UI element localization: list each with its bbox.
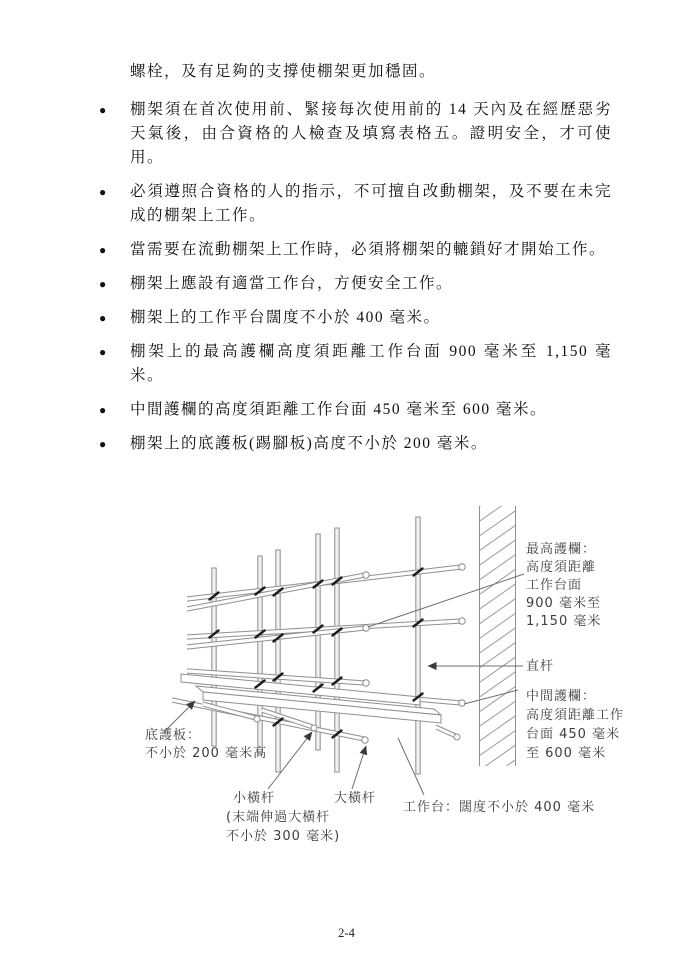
bullet-text: 當需要在流動棚架上工作時，必須將棚架的轆鎖好才開始工作。 bbox=[130, 241, 607, 258]
platform-label: 工作台：闊度不小於 400 毫米 bbox=[403, 800, 596, 815]
bullet-icon: ● bbox=[99, 185, 107, 199]
bullet-text: 棚架上應設有適當工作台，方便安全工作。 bbox=[130, 275, 454, 292]
putlog-leader bbox=[268, 732, 312, 789]
rail-end-cap bbox=[459, 618, 465, 624]
intro-paragraph: 螺栓，及有足夠的支撐使棚架更加穩固。 bbox=[130, 63, 437, 80]
bullet-icon: ● bbox=[99, 103, 107, 117]
bullet-item bbox=[99, 398, 612, 422]
bullet-icon: ● bbox=[99, 403, 107, 417]
bullet-text: 棚架上的工作平台闊度不小於 400 毫米。 bbox=[130, 309, 441, 326]
mid-guardrail-label: 中間護欄： bbox=[526, 689, 597, 704]
mid-guardrail-label: 至 600 毫米 bbox=[526, 746, 607, 761]
bullet-item bbox=[99, 306, 612, 330]
page-number: 2-4 bbox=[338, 926, 355, 940]
rail-end-cap bbox=[254, 716, 260, 722]
putlog-label: 小橫杆 bbox=[233, 791, 276, 806]
top-guardrail-label: 高度須距離 bbox=[526, 560, 597, 575]
putlog-label: (末端伸過大橫杆 bbox=[226, 810, 331, 825]
rail-end-cap bbox=[363, 625, 369, 631]
rail-end-cap bbox=[454, 734, 460, 740]
standard-label: 直杆 bbox=[526, 659, 555, 674]
scaffold-figure bbox=[0, 500, 693, 880]
ledger-label: 大橫杆 bbox=[334, 791, 377, 806]
putlog-label: 不小於 300 毫米) bbox=[226, 829, 341, 844]
mid-rail-back bbox=[187, 618, 465, 639]
bullet-list bbox=[99, 98, 612, 456]
vertical-poles bbox=[212, 517, 420, 774]
vertical-pole bbox=[276, 550, 280, 772]
rail-end-cap bbox=[459, 700, 465, 706]
bullet-item bbox=[99, 340, 612, 388]
bullet-text: 棚架須在首次使用前、緊接每次使用前的 14 天內及在經歷惡劣天氣後，由合資格的人檢查及填寫表格五。證明安全，才可使用。 bbox=[130, 101, 612, 166]
rail-end-cap bbox=[363, 680, 369, 686]
document-body bbox=[99, 60, 612, 466]
vertical-pole bbox=[316, 534, 320, 750]
vertical-pole bbox=[416, 517, 420, 774]
top-guardrail-label: 1,150 毫米 bbox=[526, 614, 602, 629]
putlog-tube bbox=[436, 725, 460, 740]
bullet-item bbox=[99, 98, 612, 170]
bullet-text: 棚架上的最高護欄高度須距離工作台面 900 毫米至 1,150 毫米。 bbox=[130, 343, 612, 384]
bullet-icon: ● bbox=[99, 311, 107, 325]
bullet-text: 中間護欄的高度須距離工作台面 450 毫米至 600 毫米。 bbox=[130, 401, 548, 418]
rail-end-cap bbox=[363, 572, 369, 578]
bullet-icon: ● bbox=[99, 437, 107, 451]
wall-hatch bbox=[479, 506, 516, 766]
bullet-icon: ● bbox=[99, 277, 107, 291]
bullet-item bbox=[99, 180, 612, 228]
page-footer bbox=[0, 926, 693, 941]
rail-end-cap bbox=[459, 564, 465, 570]
mid-guardrail-label: 高度須距離工作 bbox=[526, 708, 625, 723]
bullet-item bbox=[99, 432, 612, 456]
rail-end-cap bbox=[362, 737, 368, 743]
rail-end-cap bbox=[311, 725, 317, 731]
mid-guardrail-label: 台面 450 毫米 bbox=[526, 727, 621, 742]
toe-board-label: 不小於 200 毫米高 bbox=[145, 746, 268, 761]
bullet-item bbox=[99, 238, 612, 262]
top-guardrail-label: 工作台面 bbox=[526, 578, 583, 593]
bullet-icon: ● bbox=[99, 243, 107, 257]
vertical-pole bbox=[258, 556, 262, 754]
bullet-icon: ● bbox=[99, 345, 107, 359]
bullet-text: 必須遵照合資格的人的指示，不可擅自改動棚架，及不要在未完成的棚架上工作。 bbox=[130, 183, 612, 224]
bullet-item bbox=[99, 272, 612, 296]
ledger-leader bbox=[352, 746, 366, 789]
top-guardrail-label: 最高護欄： bbox=[526, 542, 597, 557]
toe-board-label: 底護板： bbox=[145, 728, 202, 743]
bullet-text: 棚架上的底護板(踢腳板)高度不小於 200 毫米。 bbox=[130, 435, 488, 452]
top-guardrail-label: 900 毫米至 bbox=[526, 596, 601, 611]
